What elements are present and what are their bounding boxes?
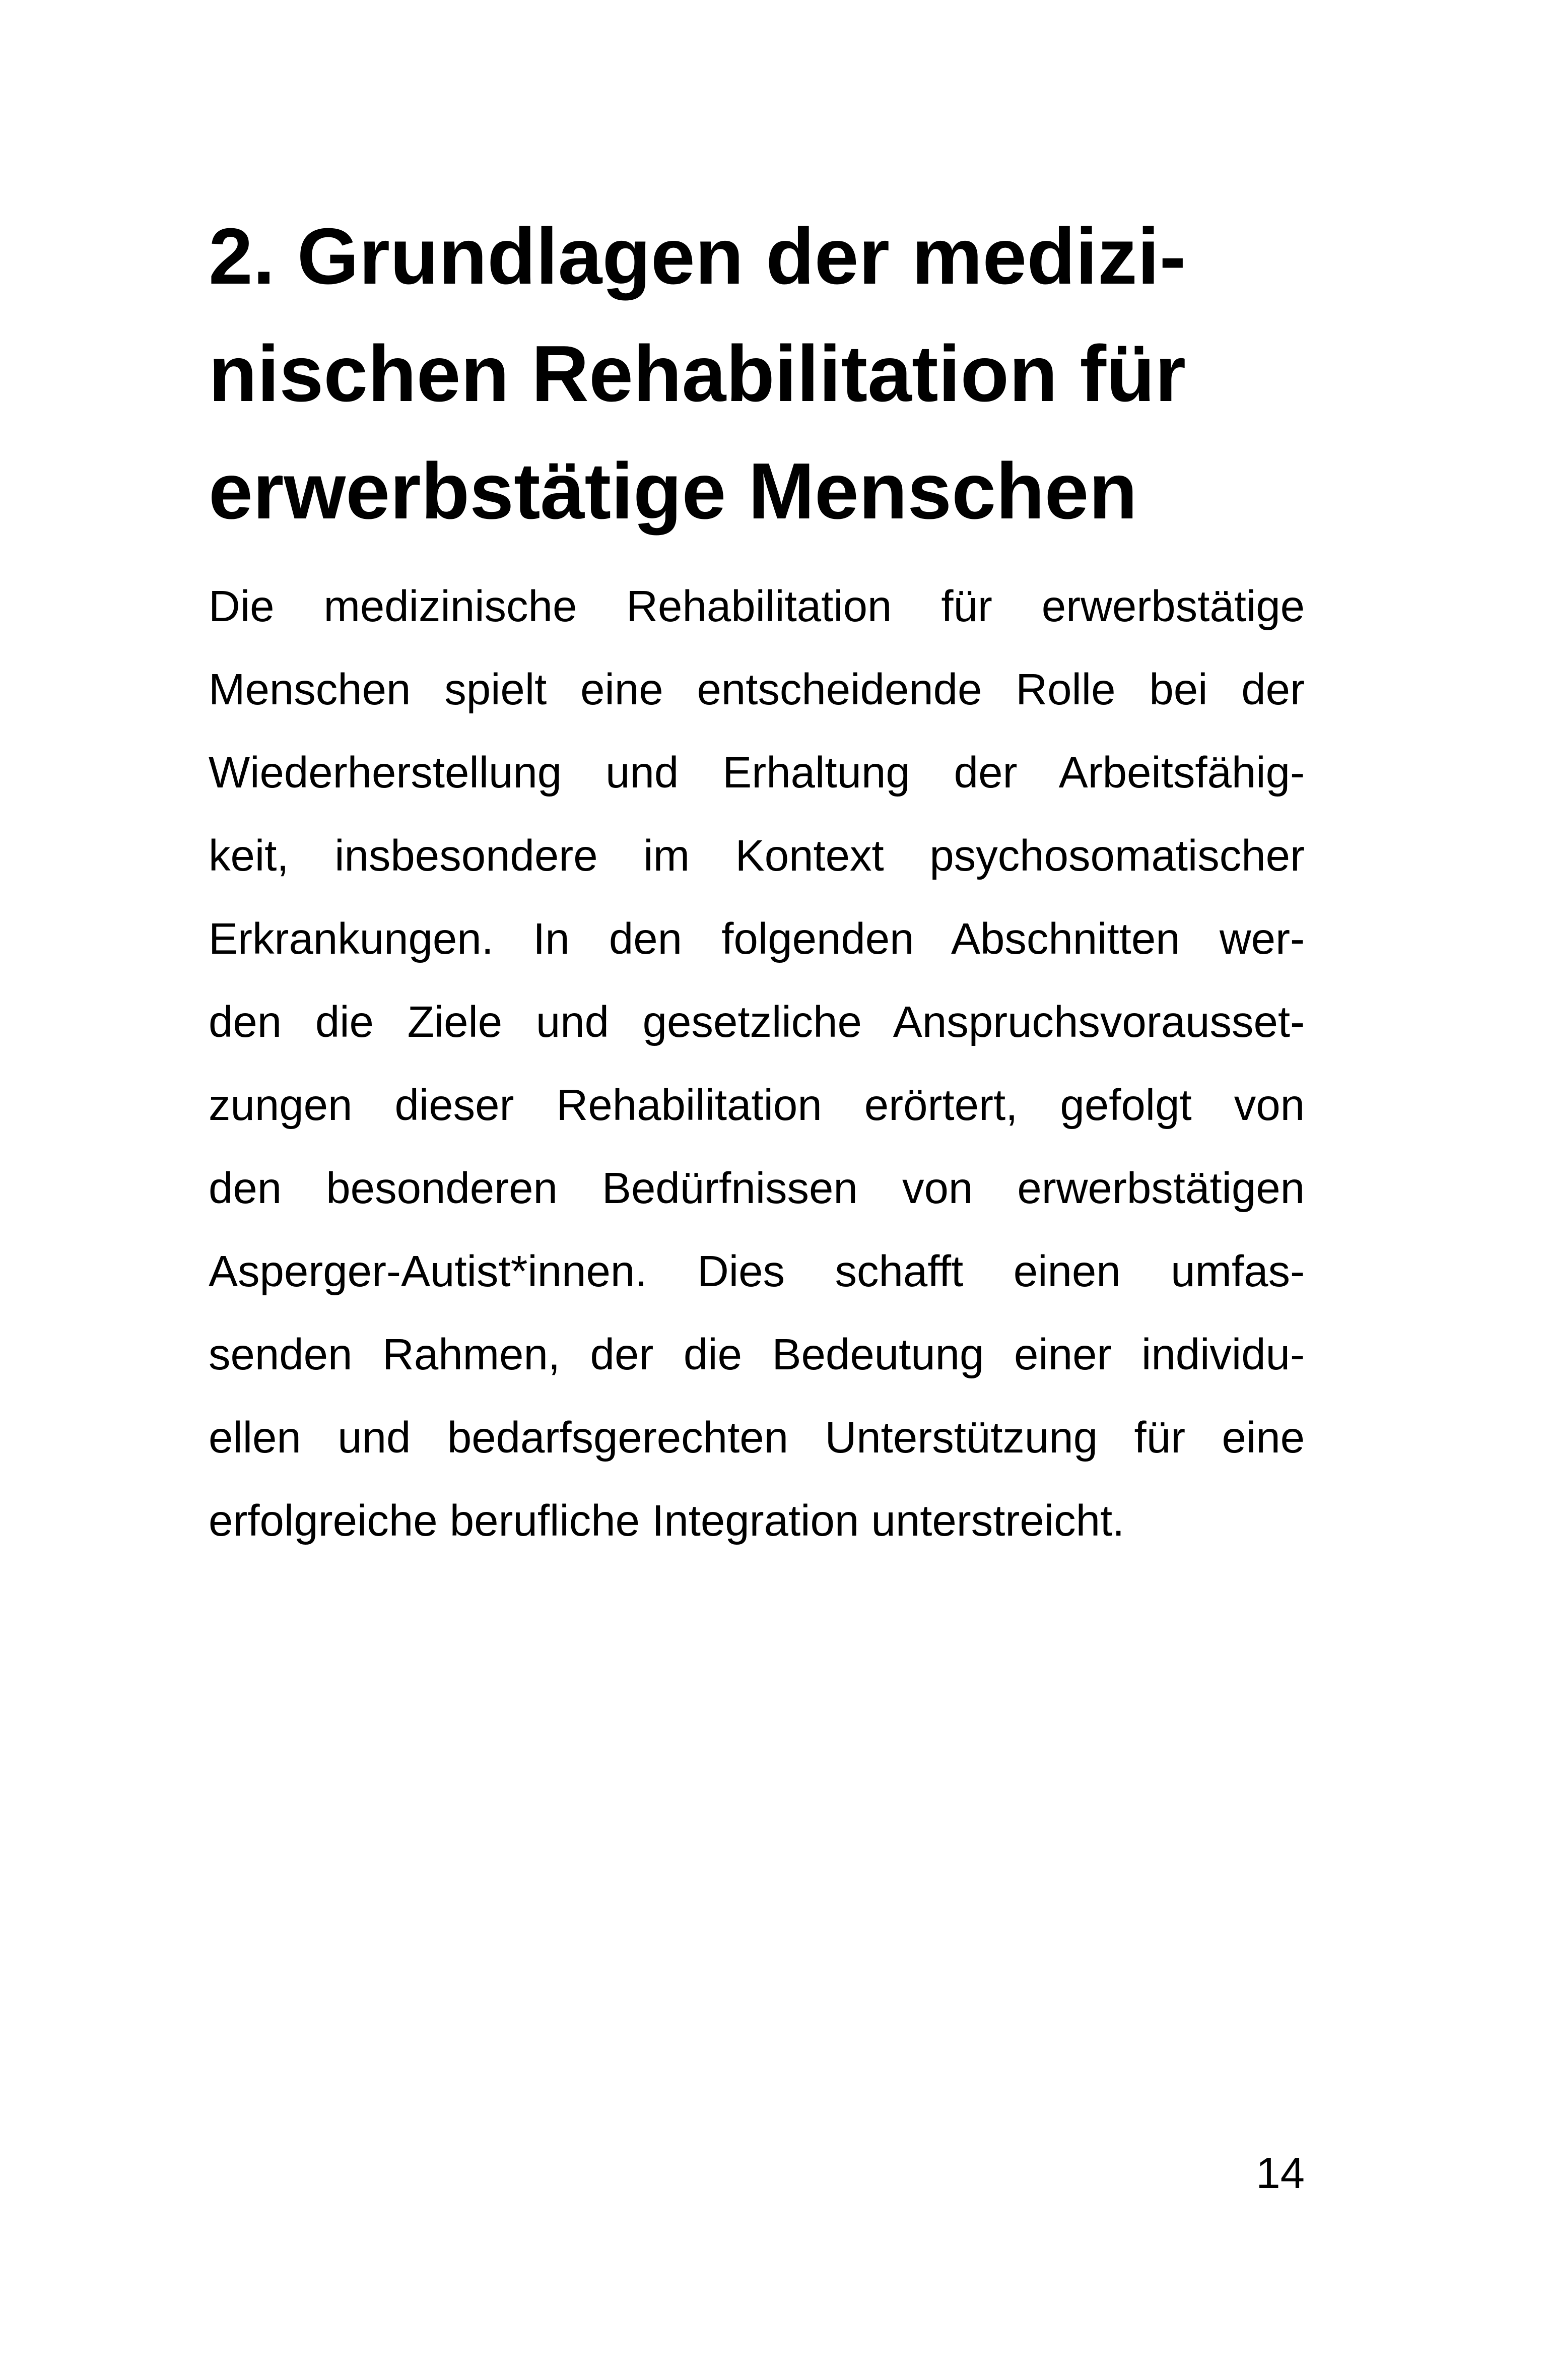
paragraph-line-1: Die medizinische Rehabilitation für erwerbstätige [209, 582, 1305, 631]
paragraph-line-11: ellen und bedarfsgerechten Unterstützung für eine [209, 1413, 1305, 1462]
paragraph-line-2: Menschen spielt eine entscheidende Rolle bei der [209, 665, 1305, 714]
paragraph-line-6: den die Ziele und gesetzliche Anspruchsvorausset- [209, 998, 1305, 1046]
chapter-heading-line-3: erwerbstätige Menschen [209, 447, 1137, 536]
page-number: 14 [1256, 2149, 1305, 2198]
paragraph-line-8: den besonderen Bedürfnissen von erwerbstätigen [209, 1164, 1305, 1213]
paragraph-line-9: Asperger-Autist*innen. Dies schafft einen umfas- [209, 1247, 1305, 1296]
paragraph-line-3: Wiederherstellung und Erhaltung der Arbeitsfähig- [209, 748, 1305, 797]
chapter-heading-line-2: nischen Rehabilitation für [209, 329, 1186, 418]
chapter-heading-line-1: 2. Grundlagen der medizi- [209, 212, 1186, 301]
paragraph-line-4: keit, insbesondere im Kontext psychosomatischer [209, 831, 1305, 880]
paragraph-line-12: erfolgreiche berufliche Integration unterstreicht. [209, 1496, 1125, 1545]
paragraph-line-10: senden Rahmen, der die Bedeutung einer individu- [209, 1330, 1305, 1379]
paragraph-line-5: Erkrankungen. In den folgenden Abschnitten wer- [209, 914, 1305, 963]
paragraph-line-7: zungen dieser Rehabilitation erörtert, gefolgt von [209, 1081, 1305, 1130]
